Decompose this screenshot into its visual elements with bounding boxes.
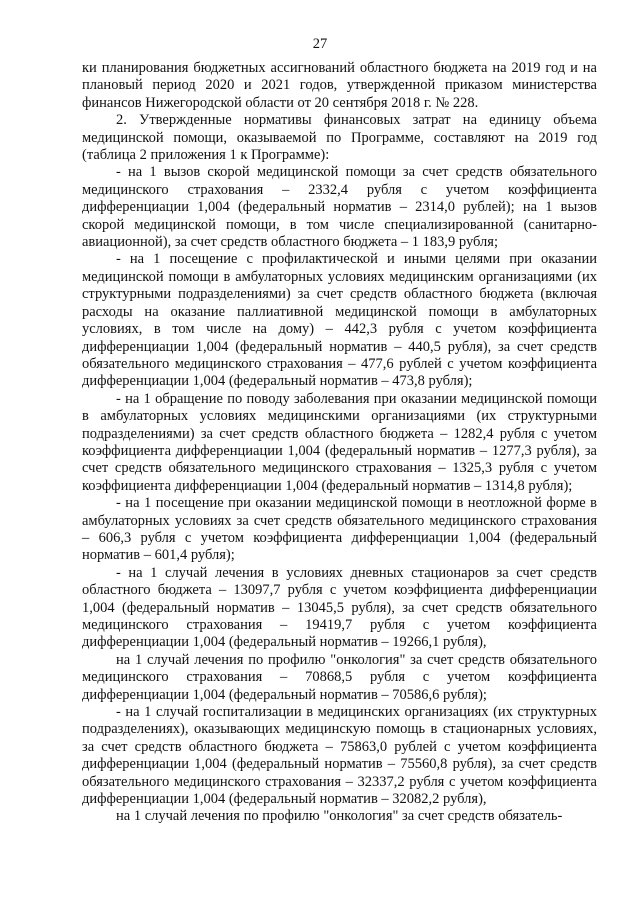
paragraph-disease-appeal: - на 1 обращение по поводу заболевания при оказании медицинской помощи в амбулаторных условиях медицинскими организациями (их структурными подразделениями) за счет средств областного бюджета – 1282,4 рубля с учетом коэффициента дифференциации 1,004 (федеральный норматив – 1277,3 рубля), за счет средств обязательного медицинского страхования – 1325,3 рубля с учетом коэффициента дифференциации 1,004 (федеральный норматив – 1314,8 рубля); [82,390,597,494]
page-number: 27 [312,36,328,52]
document-body [82,60,597,826]
paragraph-preventive-visit: - на 1 посещение с профилактической и иными целями при оказании медицинской помощи в амбулаторных условиях медицинским организациями (их структурными подразделениями) за счет средств областного бюджета (включая расходы на оказание паллиативной медицинской помощи в амбулаторных условиях, в том числе на дому) – 442,3 рубля с учетом коэффициента дифференциации 1,004 (федеральный норматив – 440,5 рубля), за счет средств обязательного медицинского страхования – 477,6 рублей с учетом коэффициента дифференциации 1,004 (федеральный норматив – 473,8 рубля); [82,251,597,390]
paragraph-oncology-day: на 1 случай лечения по профилю "онкология" за счет средств обязательного медицинского страхования – 70868,5 рубля с учетом коэффициента дифференциации 1,004 (федеральный норматив – 70586,6 рубля); [82,651,597,703]
paragraph-ambulance-call: - на 1 вызов скорой медицинской помощи за счет средств обязательного медицинского страхования – 2332,4 рубля с учетом коэффициента дифференциации 1,004 (федеральный норматив – 2314,0 рублей); на 1 вызов скорой медицинской помощи, в том числе специализированной (санитарно-авиационной), за счет средств областного бюджета – 1 183,9 рубля; [82,164,597,251]
paragraph-urgent-visit: - на 1 посещение при оказании медицинской помощи в неотложной форме в амбулаторных условиях за счет средств обязательного медицинского страхования – 606,3 рубля с учетом коэффициента дифференциации 1,004 (федеральный норматив – 601,4 рубля); [82,495,597,564]
paragraph-hospitalization: - на 1 случай госпитализации в медицинских организациях (их структурных подразделениях), оказывающих медицинскую помощь в стационарных условиях, за счет средств областного бюджета – 75863,0 рублей с учетом коэффициента дифференциации 1,004 (федеральный норматив – 75560,8 рубля), за счет средств обязательного медицинского страхования – 32337,2 рубля с учетом коэффициента дифференциации 1,004 (федеральный норматив – 32082,2 рубля), [82,704,597,808]
paragraph-oncology-hospital: на 1 случай лечения по профилю "онкология" за счет средств обязатель- [116,808,563,825]
paragraph-day-hospital: - на 1 случай лечения в условиях дневных стационаров за счет средств областного бюджета – 13097,7 рубля с учетом коэффициента дифференциации 1,004 (федеральный норматив – 13045,5 рубля), за счет средств обязательного медицинского страхования – 19419,7 рубля с учетом коэффициента дифференциации 1,004 (федеральный норматив – 19266,1 рубля), [82,564,597,651]
paragraph-continuation: ки планирования бюджетных ассигнований областного бюджета на 2019 год и на плановый период 2020 и 2021 годов, утвержденной приказом министерства финансов Нижегородской области от 20 сентября 2018 г. № 228. [82,60,597,111]
paragraph-item-2: 2. Утвержденные нормативы финансовых затрат на единицу объема медицинской помощи, оказываемой по Программе, составляют на 2019 год (таблица 2 приложения 1 к Программе): [82,112,597,164]
